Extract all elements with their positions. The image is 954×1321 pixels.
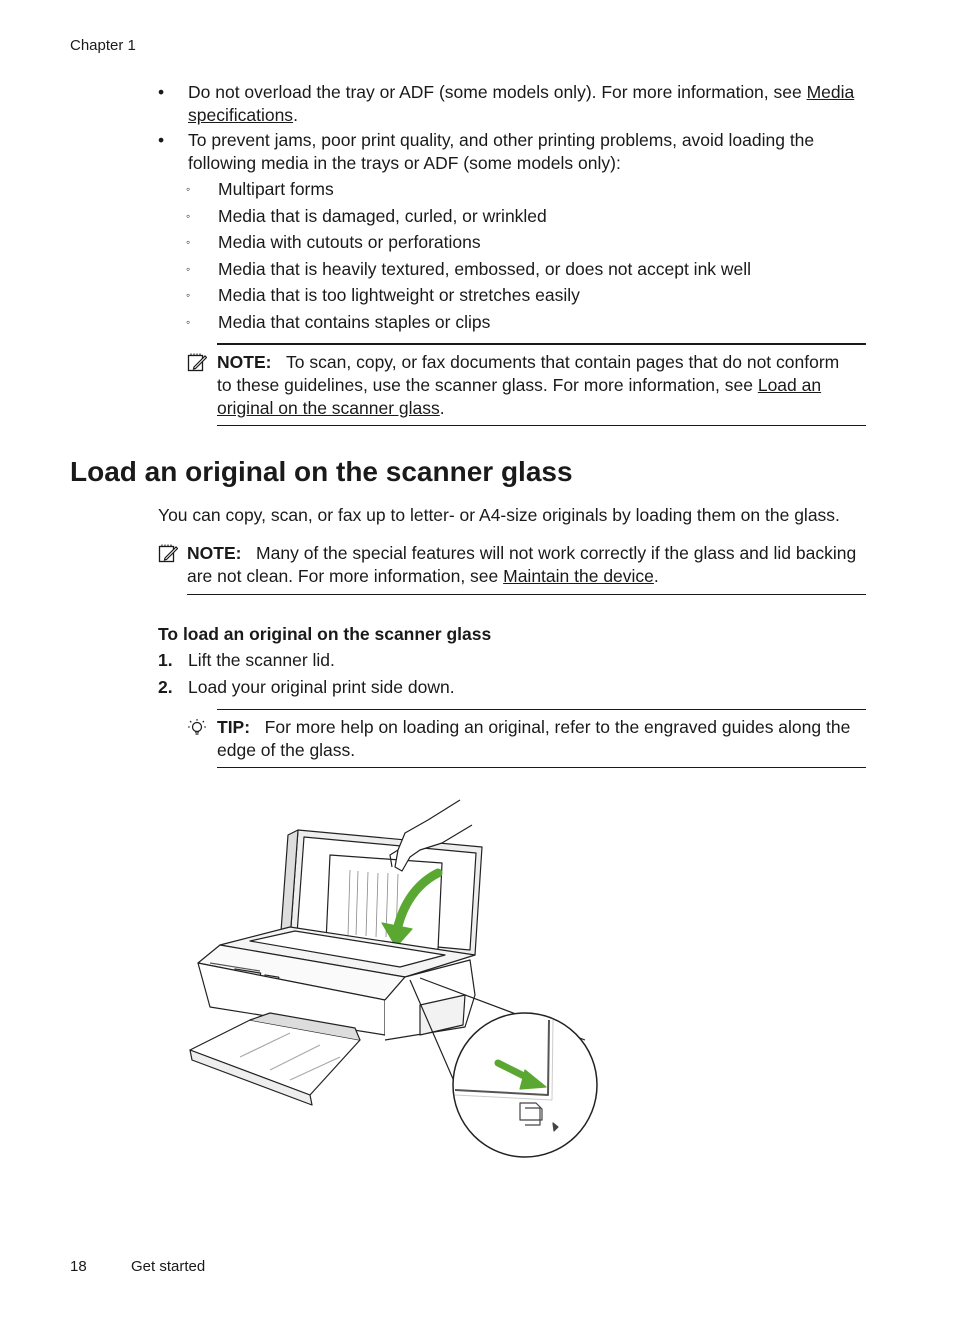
- bullet-text: Do not overload the tray or ADF (some models only). For more information, see Media specifications.: [188, 82, 855, 125]
- procedure-step: 2. Load your original print side down.: [158, 677, 455, 697]
- note-bottom-rule: [217, 425, 866, 426]
- note-text: NOTE: To scan, copy, or fax documents that contain pages that do not conform to these guidelines, use the scanner glass. For more information, see Load an original on the scanner glass.: [217, 352, 840, 418]
- bullet-item: [158, 129, 866, 177]
- media-specifications-link[interactable]: Media: [806, 82, 855, 102]
- bullet-mark: •: [158, 130, 165, 150]
- tip-top-rule: [217, 709, 866, 710]
- note-top-rule: [217, 343, 866, 345]
- note-bottom-rule: [187, 594, 866, 595]
- footer-section: Get started: [131, 1258, 206, 1275]
- bullet-text: To prevent jams, poor print quality, and other printing problems, avoid loading the following media in the trays or ADF (some models only):: [188, 130, 815, 173]
- page-number: 18: [70, 1258, 87, 1275]
- note-icon: [158, 543, 178, 563]
- tip-text: TIP: For more help on loading an original, refer to the engraved guides along the edge of the glass.: [217, 717, 851, 760]
- tip-bottom-rule: [217, 767, 866, 768]
- procedure-step: 1. Lift the scanner lid.: [158, 650, 335, 670]
- chapter-header: Chapter 1: [70, 37, 136, 54]
- media-specifications-link-cont[interactable]: specifications: [188, 105, 294, 125]
- scanner-illustration: [180, 795, 610, 1165]
- note-icon: [187, 352, 207, 372]
- lightbulb-icon: [187, 718, 207, 738]
- load-original-link-cont[interactable]: original on the scanner glass: [217, 398, 440, 418]
- procedure-heading: To load an original on the scanner glass: [158, 624, 492, 644]
- maintain-device-link[interactable]: Maintain the device: [503, 566, 654, 586]
- bullet-item: [158, 81, 866, 129]
- note-text: NOTE: Many of the special features will not work correctly if the glass and lid backing are not clean. For more information, see Maintain the device.: [187, 543, 857, 586]
- section-intro: You can copy, scan, or fax up to letter- or A4-size originals by loading them on the glass.: [158, 505, 840, 525]
- bullet-mark: •: [158, 82, 165, 102]
- load-original-link[interactable]: Load an: [757, 375, 822, 395]
- section-title: Load an original on the scanner glass: [70, 456, 573, 487]
